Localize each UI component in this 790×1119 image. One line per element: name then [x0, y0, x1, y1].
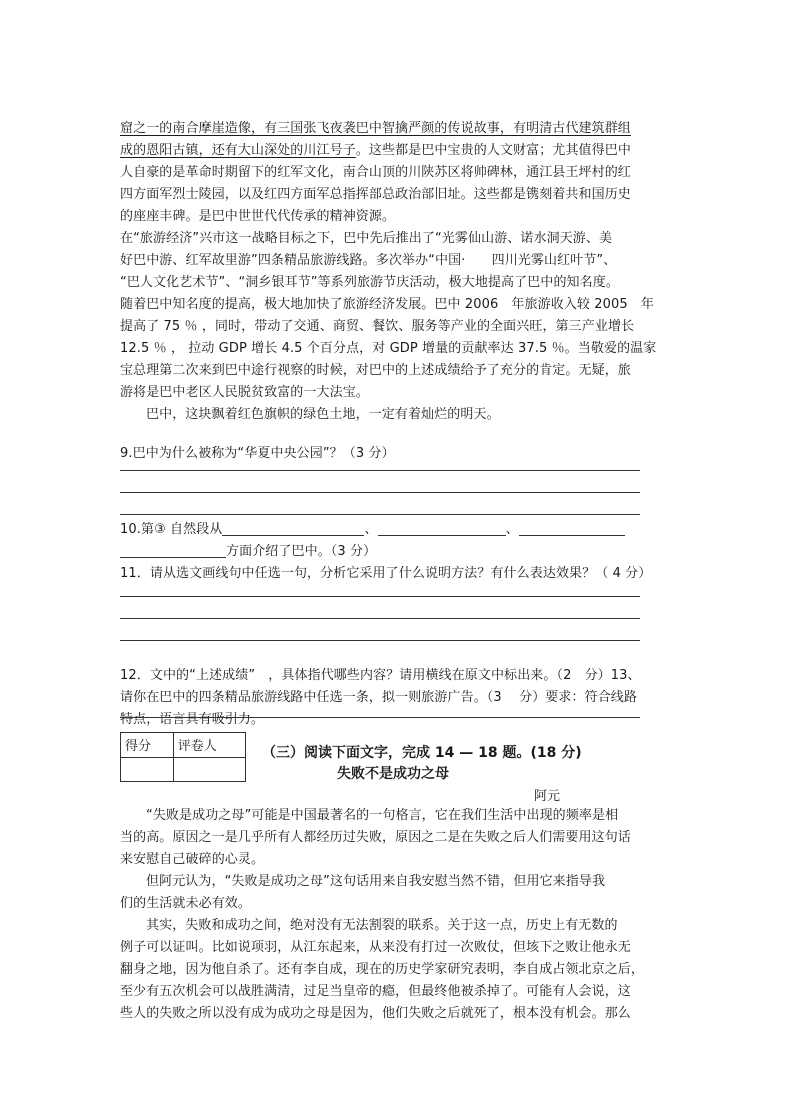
passage-line: 成的恩阳古镇，还有大山深处的川江号子。这些都是巴中宝贵的人文财富；尤其值得巴中 [120, 143, 631, 158]
passage-line: 12.5 ％ ， 拉动 GDP 增长 4.5 个百分点，对 GDP 增量的贡献率达 37.5 ％。当敬爱的温家 [120, 341, 657, 356]
passage-line: 的座座丰碑。是巴中世世代代传承的精神资源。 [120, 209, 396, 224]
underlined-sentence: 成的恩阳古镇，还有大山深处的川江号子 [120, 143, 356, 158]
passage-line: “巴人文化艺术节”、“洞乡银耳节”等系列旅游节庆活动，极大地提高了巴中的知名度。 [120, 275, 619, 290]
reviewer-label: 评卷人 [173, 733, 245, 758]
answer-line[interactable] [120, 514, 640, 515]
passage-line: 随着巴中知名度的提高，极大地加快了旅游经济发展。巴中 2006 年旅游收入较 2005 年 [120, 297, 654, 312]
answer-line[interactable] [120, 492, 640, 493]
underlined-sentence: 窟之一的南合摩崖造像，有三国张飞夜袭巴中智擒严颜的传说故事，有明清古代建筑群组 [120, 121, 631, 136]
question-13-cont: 特点，语言具有吸引力。 [120, 712, 265, 727]
score-table [120, 732, 246, 782]
article-line: 来安慰自己破碎的心灵。 [120, 852, 265, 867]
passage-line: 在“旅游经济”兴市这一战略目标之下，巴中先后推出了“光雾仙山游、诺水洞天游、美 [120, 231, 613, 246]
score-cell[interactable] [121, 757, 174, 782]
score-label: 得分 [121, 733, 174, 758]
article-line: “失败是成功之母”可能是中国最著名的一句格言，它在我们生活中出现的频率是相 [146, 808, 619, 823]
passage-line: 游将是巴中老区人民脱贫致富的一大法宝。 [120, 385, 369, 400]
article-line: 些人的失败之所以没有成为成功之母是因为，他们失败之后就死了，根本没有机会。那么 [120, 1006, 631, 1021]
answer-line[interactable] [120, 470, 640, 471]
fill-blank[interactable] [378, 521, 506, 536]
fill-blank[interactable] [222, 521, 364, 536]
article-line: 其实，失败和成功之间，绝对没有无法割裂的联系。关于这一点，历史上有无数的 [146, 918, 618, 933]
passage-line: 宝总理第二次来到巴中途行视察的时候，对巴中的上述成绩给予了充分的肯定。无疑，旅 [120, 363, 631, 378]
article-author: 阿元 [534, 789, 561, 804]
passage-line: 人自豪的是革命时期留下的红军文化，南合山顶的川陕苏区将帅碑林，通江县王坪村的红 [120, 165, 631, 180]
passage-line: 提高了 75 ％ ，同时，带动了交通、商贸、餐饮、服务等产业的全面兴旺，第三产业增长 [120, 319, 635, 334]
reviewer-cell[interactable] [173, 757, 245, 782]
fill-blank[interactable] [120, 543, 226, 558]
article-line: 翻身之地，因为他自杀了。还有李自成，现在的历史学家研究表明，李自成占领北京之后， [120, 962, 645, 977]
answer-line[interactable] [120, 717, 640, 718]
article-title: 失败不是成功之母 [337, 766, 449, 782]
question-10-cont: 方面介绍了巴中。（3 分） [120, 542, 640, 561]
passage-line: 巴中，这块飘着红色旗帜的绿色土地，一定有着灿烂的明天。 [146, 407, 500, 422]
passage-line: 四方面军烈士陵园，以及红四方面军总指挥部总政治部旧址。这些都是镌刻着共和国历史 [120, 187, 631, 202]
section-heading: （三）阅读下面文字，完成 14 — 18 题。(18 分) [262, 745, 582, 761]
answer-line[interactable] [120, 640, 640, 641]
article-line: 例子可以证叫。比如说项羽，从江东起来，从来没有打过一次败仗，但垓下之败让他永无 [120, 940, 631, 955]
question-9: 9.巴中为什么被称为“华夏中央公园”？（3 分） [120, 446, 395, 461]
question-12: 12．文中的“上述成绩” ，具体指代哪些内容？请用横线在原文中标出来。（2 分）13、 [120, 668, 641, 683]
passage-line: 好巴中游、红军故里游”四条精品旅游线路。多次举办“中国· 四川光雾山红叶节”、 [120, 253, 617, 268]
answer-line[interactable] [120, 618, 640, 619]
answer-line[interactable] [120, 596, 640, 597]
article-line: 至少有五次机会可以战胜满清，过足当皇帝的瘾，但最终他被杀掉了。可能有人会说，这 [120, 984, 631, 999]
article-line: 当的高。原因之一是几乎所有人都经历过失败，原因之二是在失败之后人们需要用这句话 [120, 830, 631, 845]
article-line: 但阿元认为，“失败是成功之母”这句话用来自我安慰当然不错，但用它来指导我 [146, 874, 606, 889]
passage-line [120, 119, 640, 138]
question-10: 10.第③ 自然段从 、 、 [120, 520, 640, 539]
fill-blank[interactable] [519, 521, 625, 536]
question-13: 请你在巴中的四条精品旅游线路中任选一条，拟一则旅游广告。（3 分）要求：符合线路 [120, 690, 638, 705]
article-line: 们的生活就未必有效。 [120, 896, 252, 911]
question-11: 11．请从选文画线句中任选一句，分析它采用了什么说明方法？有什么表达效果？（ 4 分） [120, 566, 652, 581]
